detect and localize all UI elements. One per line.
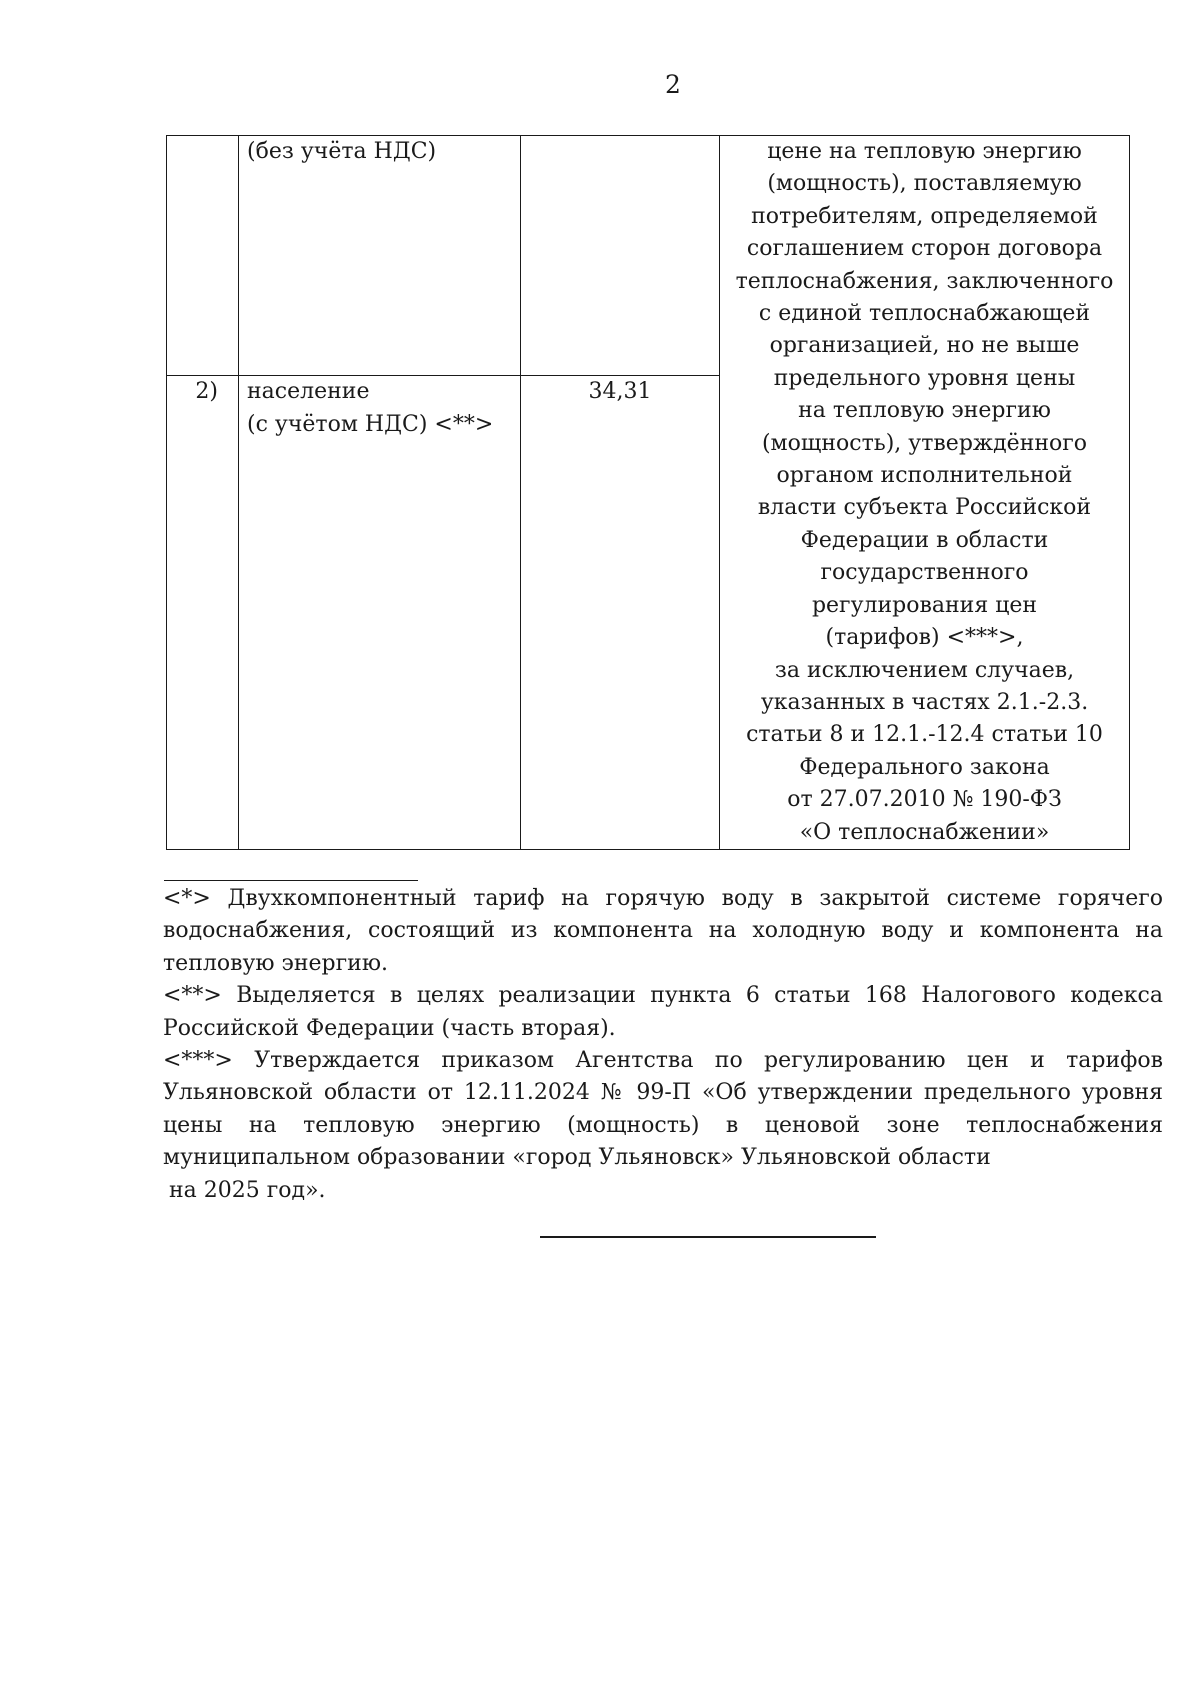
footnote-1: <*> Двухкомпонентный тариф на горячую воду в закрытой системе горячего водоснабжения, состоящий из компонента на холодную воду и компонента на тепловую энергию. — [163, 886, 1163, 976]
consumer-name-line: (с учётом НДС) <**> — [247, 411, 494, 437]
price-note-line: (мощность), поставляемую — [767, 171, 1082, 197]
row-number-cell — [167, 136, 239, 376]
price-note-line: органом исполнительной — [776, 463, 1073, 489]
price-note-line: регулирования цен — [811, 592, 1038, 618]
page-number: 2 — [665, 70, 681, 99]
price-note-line: потребителям, определяемой — [751, 203, 1098, 229]
row-number-cell: 2) — [167, 376, 239, 850]
price-note-line: (мощность), утверждённого — [761, 430, 1088, 456]
footnote-separator — [164, 880, 418, 881]
consumer-name-cell — [239, 376, 521, 850]
price-note-line: от 27.07.2010 № 190-ФЗ — [787, 787, 1062, 813]
tariff-value-cell — [521, 136, 720, 376]
footnote-3-last-line: на 2025 год». — [169, 1177, 326, 1203]
footnote-2: <**> Выделяется в целях реализации пункта 6 статьи 168 Налогового кодекса Российской Федерации (часть вторая). — [163, 983, 1163, 1041]
price-note-cell — [720, 136, 1130, 850]
tariff-value-cell: 34,31 — [521, 376, 720, 850]
footnotes — [163, 883, 1163, 1207]
consumer-name-line: население — [247, 379, 370, 405]
price-note-line: государственного — [820, 560, 1029, 586]
end-of-document-rule — [540, 1236, 876, 1238]
price-note-line: власти субъекта Российской — [757, 495, 1092, 521]
price-note-line: соглашением сторон договора — [746, 236, 1103, 262]
price-note-line: (тарифов) <***>, — [825, 625, 1024, 651]
price-note-line: указанных в частях 2.1.-2.3. — [760, 689, 1089, 715]
tariff-table — [166, 135, 1130, 850]
price-note-line: на тепловую энергию — [798, 398, 1051, 424]
price-note-line: предельного уровня цены — [773, 365, 1076, 391]
price-note-line: «О теплоснабжении» — [799, 819, 1050, 845]
table-row-continuation — [167, 136, 1130, 376]
price-note-line: статьи 8 и 12.1.-12.4 статьи 10 — [746, 722, 1103, 748]
price-note-line: цене на тепловую энергию — [767, 139, 1082, 164]
footnote-3: <***> Утверждается приказом Агентства по регулированию цен и тарифов Ульяновской области от 12.11.2024 № 99-П «Об утверждении предельного уровня цены на тепловую энергию (мощность) в ценовой зоне теплоснабжения муниципальном образовании «город Ульяновск» Ульяновской области — [163, 1048, 1163, 1171]
consumer-name-cell: (без учёта НДС) — [239, 136, 521, 376]
price-note-line: Федерации в области — [800, 527, 1049, 553]
price-note-line: с единой теплоснабжающей — [758, 301, 1091, 327]
price-note-line: теплоснабжения, заключенного — [735, 268, 1114, 294]
price-note-line: Федерального закона — [799, 754, 1050, 780]
price-note-line: организацией, но не выше — [769, 333, 1080, 359]
price-note-line: за исключением случаев, — [774, 657, 1075, 683]
